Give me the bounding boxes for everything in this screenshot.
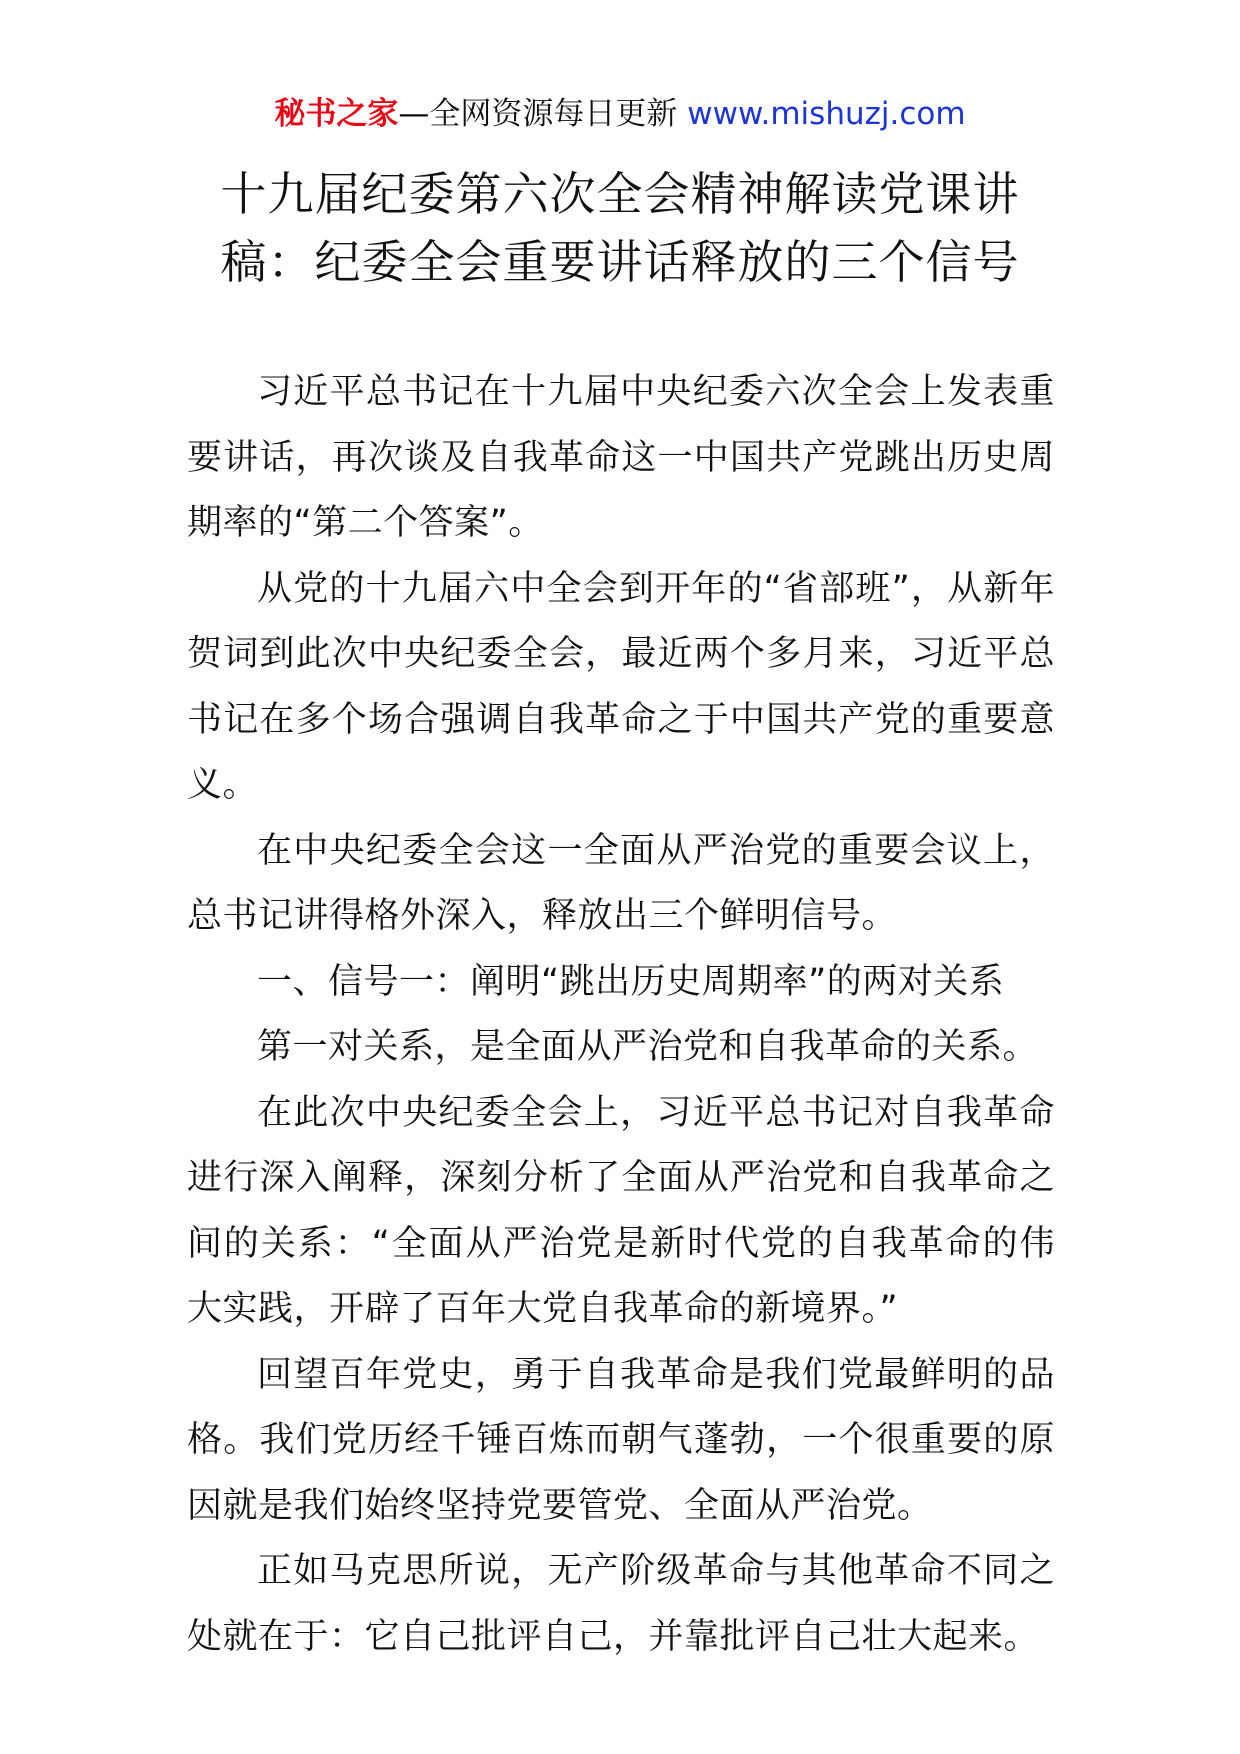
title-line-1: 十九届纪委第六次全会精神解读党课讲	[220, 167, 1020, 221]
brand-name: 秘书之家	[274, 96, 399, 132]
paragraph-2: 从党的十九届六中全会到开年的“省部班”，从新年贺词到此次中央纪委全会，最近两个多月来，习近平总书记在多个场合强调自我革命之于中国共产党的重要意义。	[187, 568, 1055, 805]
site-header	[0, 92, 1240, 136]
document-body	[187, 360, 1055, 1670]
paragraph-3: 在中央纪委全会这一全面从严治党的重要会议上，总书记讲得格外深入，释放出三个鲜明信号。	[187, 830, 1055, 936]
site-url-link[interactable]: www.mishuzj.com	[687, 96, 966, 132]
paragraph-1: 习近平总书记在十九届中央纪委六次全会上发表重要讲话，再次谈及自我革命这一中国共产党跳出历史周期率的“第二个答案”。	[187, 372, 1055, 543]
document-title	[180, 160, 1060, 296]
title-line-2: 稿：纪委全会重要讲话释放的三个信号	[220, 235, 1020, 289]
section-heading-1: 一、信号一：阐明“跳出历史周期率”的两对关系	[257, 961, 1005, 1002]
paragraph-6: 回望百年党史，勇于自我革命是我们党最鲜明的品格。我们党历经千锤百炼而朝气蓬勃，一个很重要的原因就是我们始终坚持党要管党、全面从严治党。	[187, 1354, 1055, 1526]
paragraph-5: 在此次中央纪委全会上，习近平总书记对自我革命进行深入阐释，深刻分析了全面从严治党和自我革命之间的关系：“全面从严治党是新时代党的自我革命的伟大实践，开辟了百年大党自我革命的新境界。”	[187, 1092, 1055, 1329]
header-tagline: —全网资源每日更新	[398, 96, 688, 132]
paragraph-4: 第一对关系，是全面从严治党和自我革命的关系。	[257, 1027, 1039, 1067]
paragraph-7: 正如马克思所说，无产阶级革命与其他革命不同之处就在于：它自己批评自己，并靠批评自己壮大起来。	[187, 1551, 1055, 1657]
